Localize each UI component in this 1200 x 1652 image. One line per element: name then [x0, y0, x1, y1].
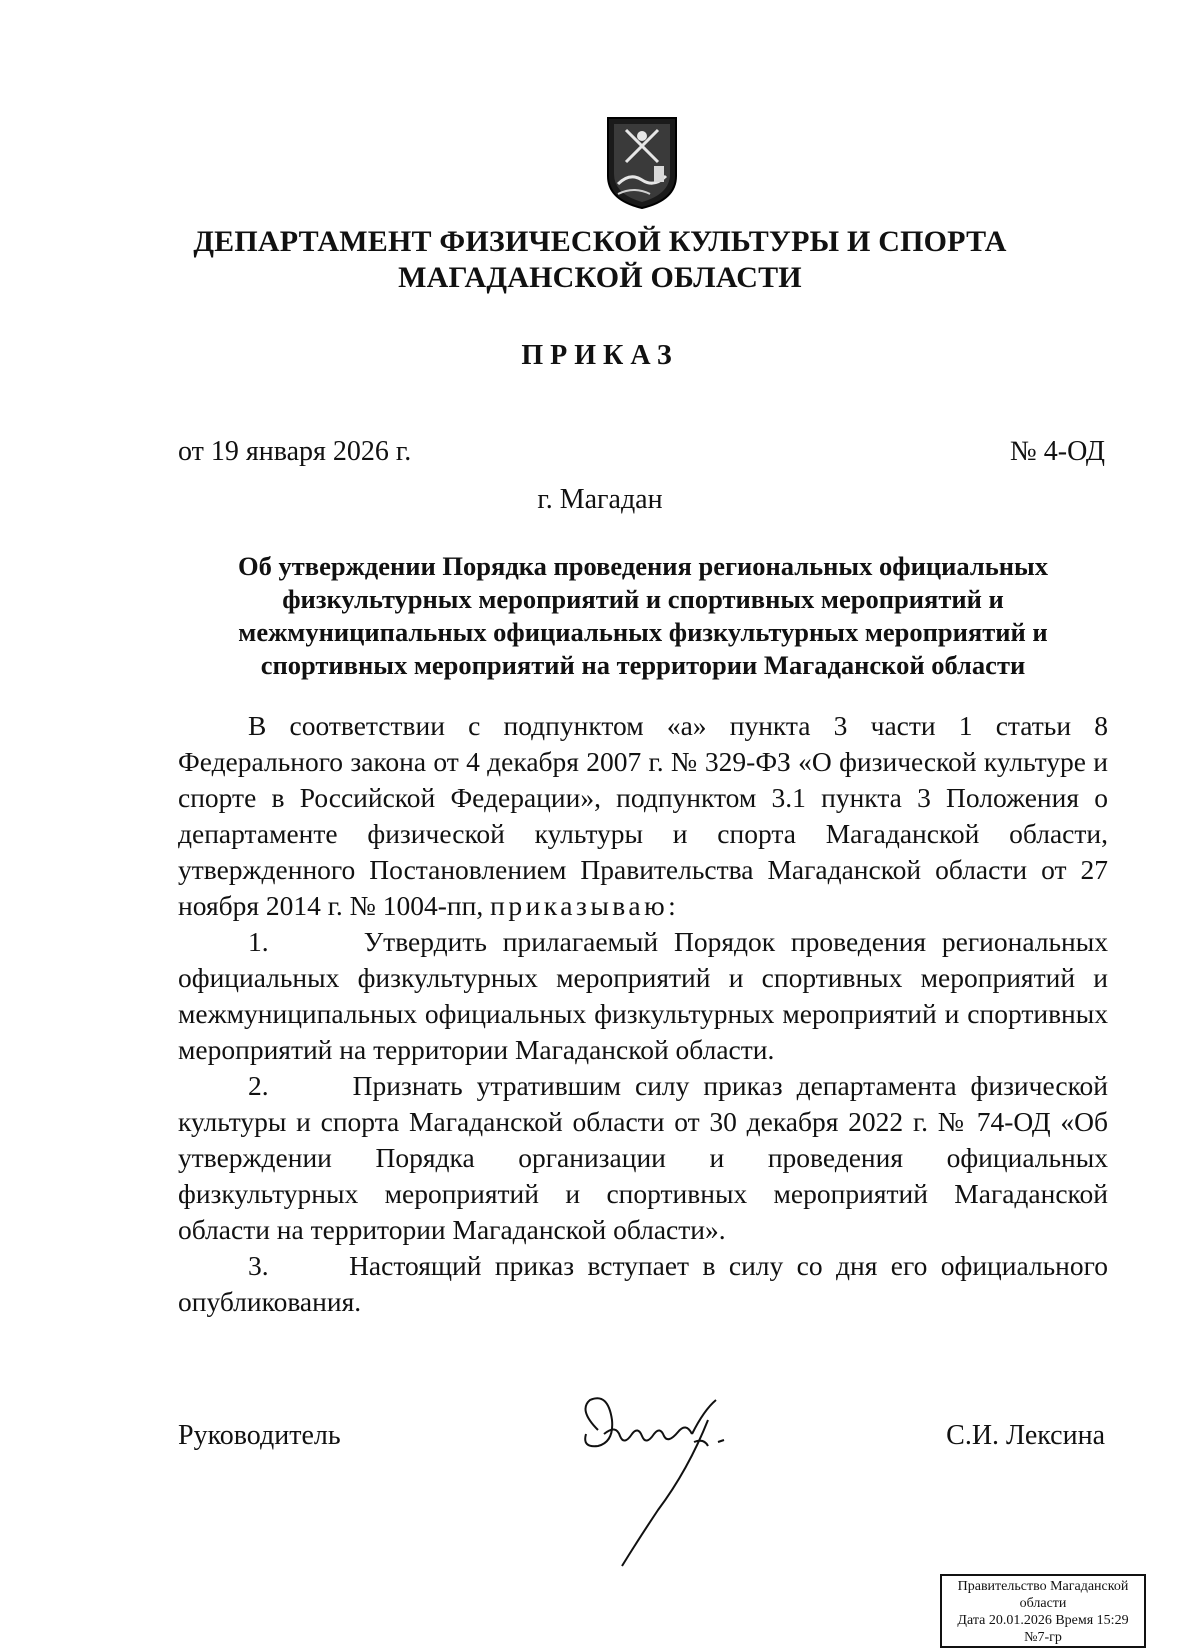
- order-item-1: [178, 924, 1108, 1068]
- order-item-2: [178, 1068, 1108, 1248]
- stamp-line: области: [1019, 1596, 1067, 1611]
- item-number: 2.: [248, 1070, 269, 1101]
- stamp-line: Дата 20.01.2026 Время 15:29: [957, 1613, 1129, 1628]
- order-number: № 4-ОД: [1010, 436, 1105, 467]
- order-date: от 19 января 2026 г.: [178, 436, 412, 467]
- document-type-title: ПРИКАЗ: [521, 340, 679, 371]
- preamble-paragraph: [178, 708, 1108, 924]
- stamp-line: Правительство Магаданской: [957, 1579, 1129, 1594]
- preamble-text: В соответствии с подпунктом «а» пункта 3 части 1 статьи 8 Федерального закона от 4 декабря 2007 г. № 329-ФЗ «О физической культуре и спорте в Российской Федерации», подпунктом 3.1 пункта 3 Положения о департаменте физической культуры и спорта Магаданской области, утвержденного Постановлением Правительства Магаданской области от 27 ноября 2014 г. № 1004-пп,: [178, 710, 1108, 921]
- signer-role: Руководитель: [178, 1420, 341, 1451]
- handwritten-signature-icon: [568, 1390, 738, 1570]
- signer-name: С.И. Лексина: [946, 1420, 1105, 1451]
- order-body: [178, 708, 1108, 1320]
- item-number: 1.: [248, 926, 269, 957]
- item-number: 3.: [248, 1250, 269, 1281]
- department-name-line1: ДЕПАРТАМЕНТ ФИЗИЧЕСКОЙ КУЛЬТУРЫ И СПОРТА: [193, 225, 1007, 258]
- order-city: г. Магадан: [537, 484, 663, 515]
- item-text: Утвердить прилагаемый Порядок проведения региональных официальных физкультурных мероприятий и спортивных мероприятий и межмуниципальных официальных физкультурных мероприятий и спортивных мероприятий на территории Магаданской области.: [178, 926, 1109, 1065]
- stamp-line: №7-гр: [1024, 1630, 1062, 1645]
- item-text: Настоящий приказ вступает в силу со дня его официального опубликования.: [178, 1250, 1108, 1317]
- registration-stamp: [940, 1574, 1146, 1648]
- order-subject: Об утверждении Порядка проведения региональных официальных физкультурных мероприятий и спортивных мероприятий и межмуниципальных официальных физкультурных мероприятий и спортивных мероприятий на территории Магаданской области: [238, 551, 1048, 680]
- department-name-line2: МАГАДАНСКОЙ ОБЛАСТИ: [398, 261, 802, 294]
- order-item-3: [178, 1248, 1108, 1320]
- coat-of-arms-icon: [604, 114, 680, 210]
- item-text: Признать утратившим силу приказ департамента физической культуры и спорта Магаданской области от 30 декабря 2022 г. № 74-ОД «Об утверждении Порядка организации и проведения официальных физкультурных мероприятий и спортивных мероприятий Магаданской области на территории Магаданской области».: [178, 1070, 1109, 1245]
- order-word: приказываю:: [490, 890, 680, 921]
